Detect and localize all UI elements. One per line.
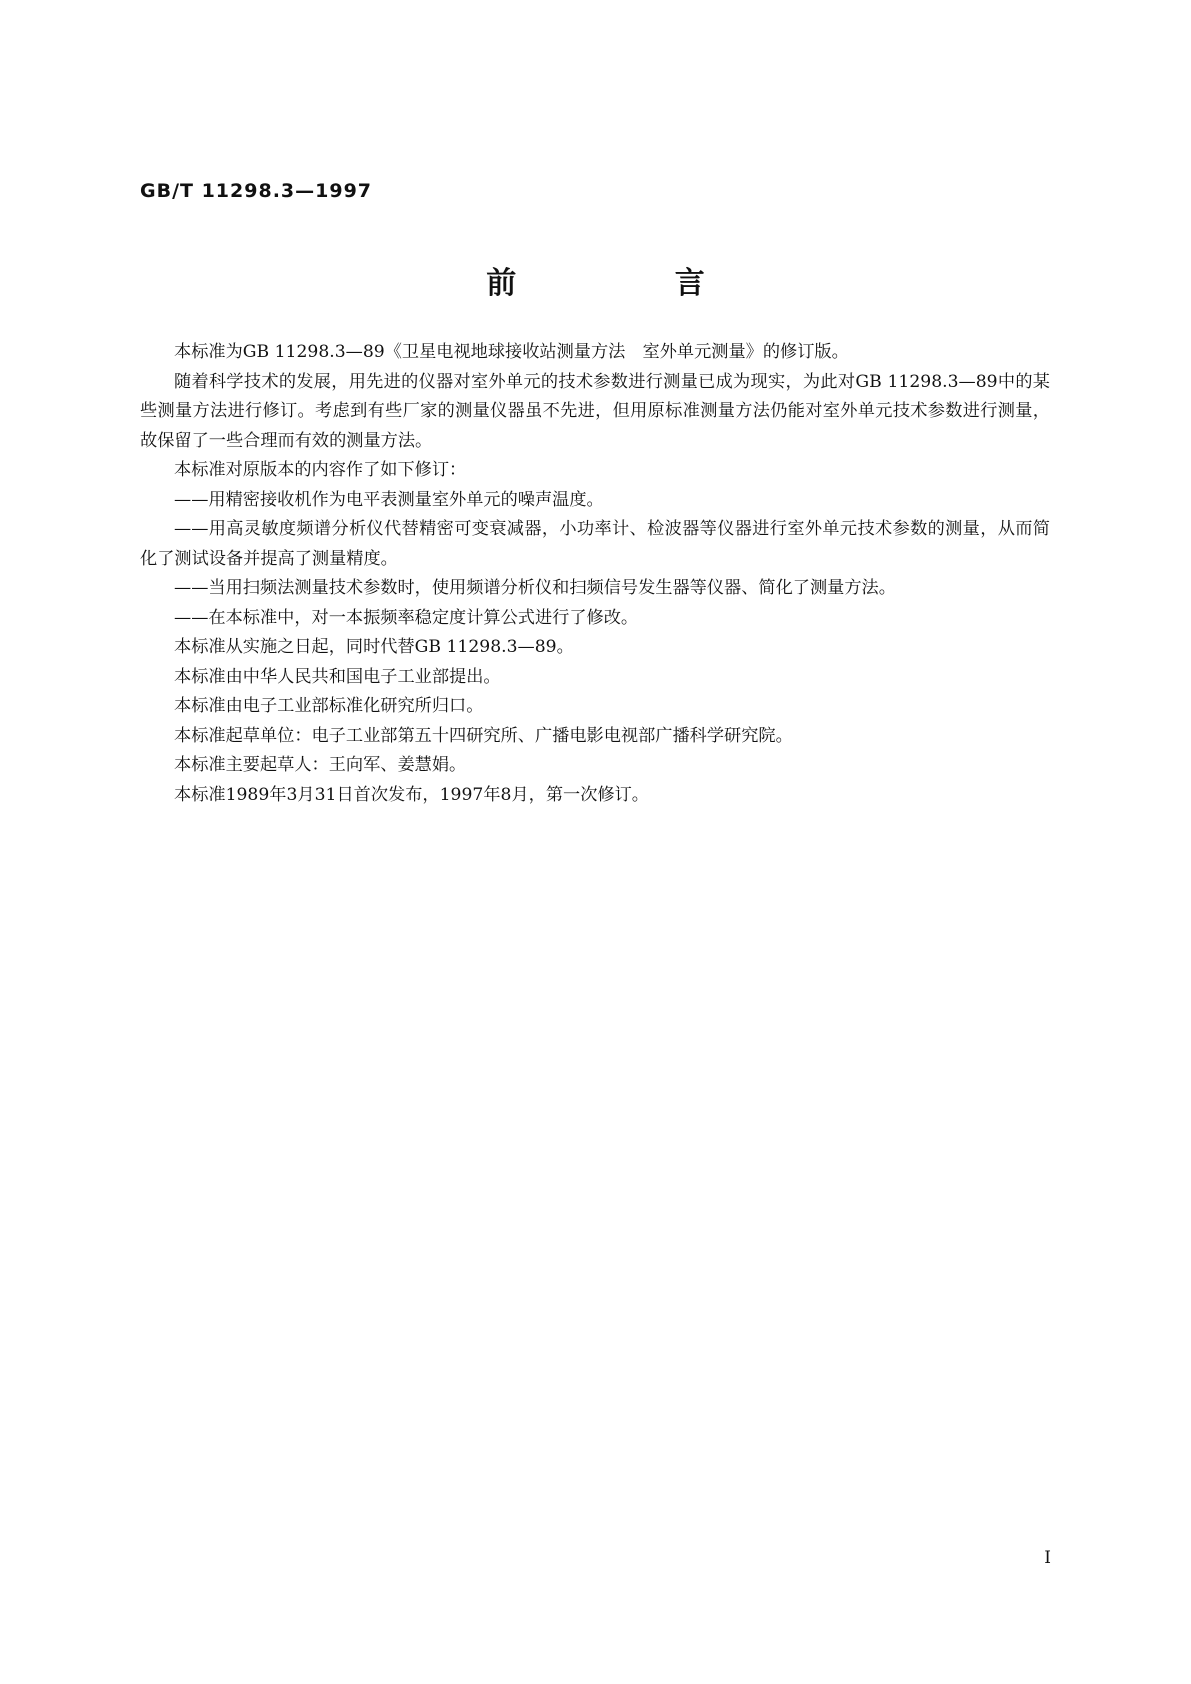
paragraph-revision-item-4: ——在本标准中，对一本振频率稳定度计算公式进行了修改。	[174, 607, 639, 628]
paragraph-replaces: 本标准从实施之日起，同时代替GB 11298.3—89。	[174, 637, 574, 657]
paragraph-proposed-by: 本标准由中华人民共和国电子工业部提出。	[174, 666, 501, 687]
paragraph-publication-history: 本标准1989年3月31日首次发布，1997年8月，第一次修订。	[174, 784, 649, 805]
page-number: I	[1044, 1548, 1051, 1568]
paragraph-revision-of: 本标准为GB 11298.3—89《卫星电视地球接收站测量方法 室外单元测量》的修订版。	[174, 342, 849, 362]
paragraph-drafters: 本标准主要起草人：王向军、姜慧娟。	[174, 755, 467, 775]
paragraph-drafting-units: 本标准起草单位：电子工业部第五十四研究所、广播电影电视部广播科学研究院。	[174, 725, 793, 746]
page-title: 前 言	[486, 266, 779, 301]
standard-code-header: GB/T 11298.3—1997	[140, 180, 373, 202]
paragraph-revisions-intro: 本标准对原版本的内容作了如下修订：	[174, 460, 467, 480]
paragraph-revision-item-2: ——用高灵敏度频谱分析仪代替精密可变衰减器，小功率计、检波器等仪器进行室外单元技术参数的测量，从而简化了测试设备并提高了测量精度。	[140, 519, 1050, 569]
paragraph-background: 随着科学技术的发展，用先进的仪器对室外单元的技术参数进行测量已成为现实，为此对GB 11298.3—89中的某些测量方法进行修订。考虑到有些厂家的测量仪器虽不先进，但用原标准测量方法仍能对室外单元技术参数进行测量，故保留了一些合理而有效的测量方法。	[140, 371, 1050, 451]
paragraph-centralized-by: 本标准由电子工业部标准化研究所归口。	[174, 696, 484, 716]
paragraph-revision-item-3: ——当用扫频法测量技术参数时，使用频谱分析仪和扫频信号发生器等仪器、简化了测量方法。	[174, 578, 896, 598]
foreword-body	[140, 338, 1050, 810]
paragraph-revision-item-1: ——用精密接收机作为电平表测量室外单元的噪声温度。	[174, 489, 604, 510]
